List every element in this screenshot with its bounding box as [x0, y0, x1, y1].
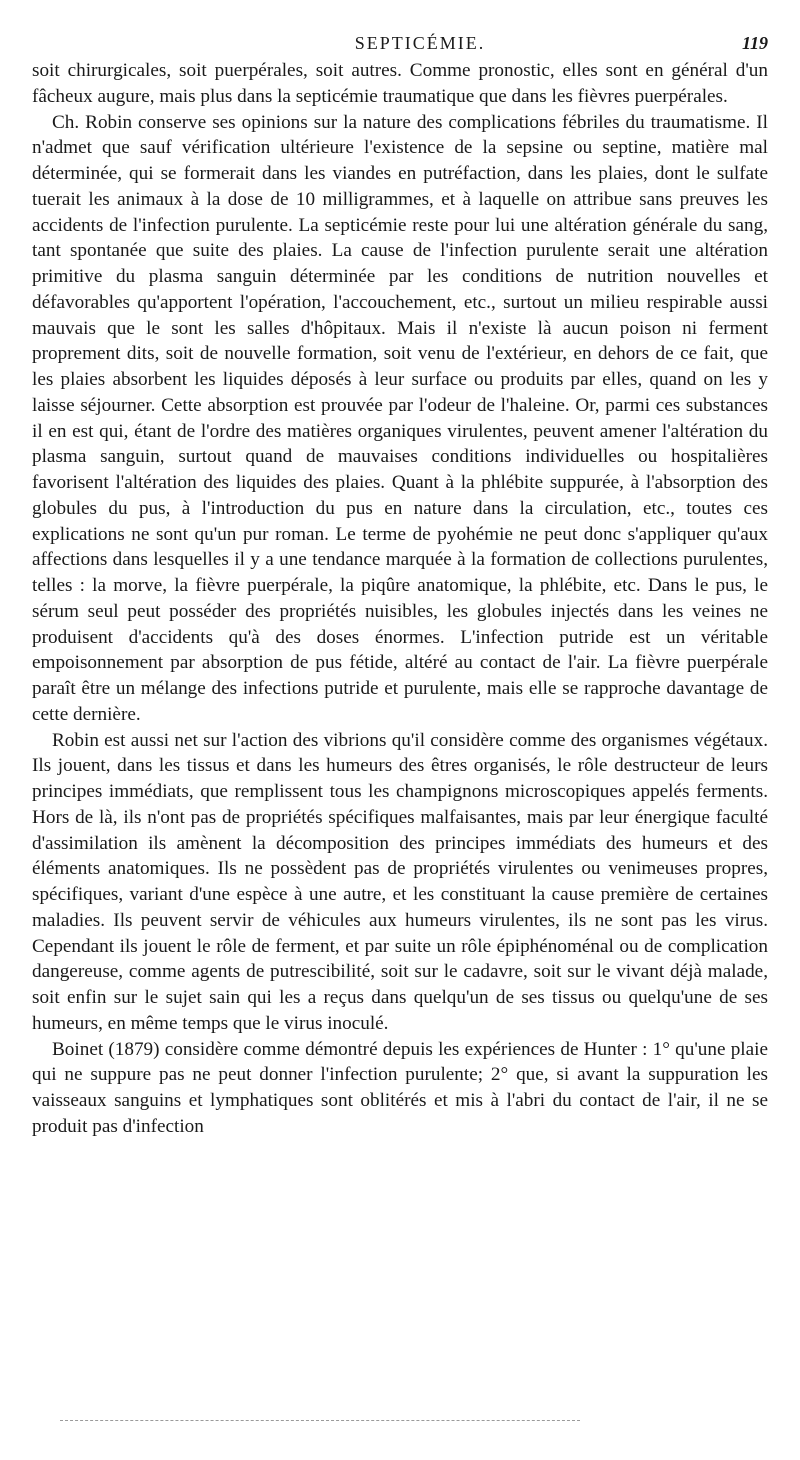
paragraph-robin-opinions: Ch. Robin conserve ses opinions sur la nature des complications fébriles du traumatisme. Il n'admet que sauf vérification ultérieure l'existence de la sepsine ou septine, matière mal déterminée, qui se formerait dans les viandes en putréfaction, dans les plaies, dont le sulfate tuerait les animaux à la dose de 10 milligrammes, et à laquelle on attribue sans preuves les accidents de l'infection purulente. La septicémie reste pour lui une altération générale du sang, tant spontanée que suite des plaies. La cause de l'infection purulente serait une altération primitive du plasma sanguin déterminée par les conditions de nutrition nouvelles et défavorables qu'apportent l'opération, l'accouchement, etc., surtout un milieu respirable aussi mauvais que le sont les salles d'hôpitaux. Mais il n'existe là aucun poison ni ferment proprement dits, soit de nouvelle formation, soit venu de l'extérieur, en dehors de ce fait, que les plaies absorbent les liquides déposés à leur surface ou produits par elles, quand on les y laisse séjourner. Cette absorption est prouvée par l'odeur de l'haleine. Or, parmi ces substances il en est qui, étant de l'ordre des matières organiques virulentes, peuvent amener l'altération du plasma sanguin, surtout quand de mauvaises conditions individuelles ou hospitalières favorisent l'altération des liquides des plaies. Quant à la phlébite suppurée, à l'absorption des globules du pus, à l'introduction du pus en nature dans la circulation, etc., toutes ces explications ne sont qu'un pur roman. Le terme de pyohémie ne peut donc s'appliquer qu'aux affections dans lesquelles il y a une tendance marquée à la formation de collections purulentes, telles : la morve, la fièvre puerpérale, la piqûre anatomique, la phlébite, etc. Dans le pus, le sérum seul peut posséder des propriétés nuisibles, les globules injectés dans les veines ne produisent d'accidents qu'à des doses énormes. L'infection putride est un véritable empoisonnement par absorption de pus fétide, altéré au contact de l'air. La fièvre puerpérale paraît être un mélange des infections putride et purulente, mais elle se rapproche davantage de cette dernière. — [32, 111, 768, 725]
paragraph-robin-vibrions: Robin est aussi net sur l'action des vibrions qu'il considère comme des organismes végétaux. Ils jouent, dans les tissus et dans les humeurs des êtres organisés, le rôle destructeur de leurs principes immédiats, que remplissent tous les champignons microscopiques appelés ferments. Hors de là, ils n'ont pas de propriétés spécifiques malfaisantes, mais par leur énergique faculté d'assimilation ils amènent la décomposition des principes immédiats des humeurs et des éléments anatomiques. Ils ne possèdent pas de propriétés virulentes ou venimeuses propres, spécifiques, variant d'une espèce à une autre, et les constituant la cause première de certaines maladies. Ils peuvent servir de véhicules aux humeurs virulentes, ils ne sont pas les virus. Cependant ils jouent le rôle de ferment, et par suite un rôle épiphénoménal ou de complication dangereuse, comme agents de putrescibilité, soit sur le cadavre, soit sur le vivant déjà malade, soit enfin sur le sujet sain qui les a reçus dans quelqu'un de ses tissus ou quelqu'une de ses humeurs, en même temps que le virus inoculé. — [32, 729, 768, 1034]
page-number: 119 — [741, 33, 768, 53]
book-page — [32, 28, 768, 1140]
running-head — [32, 28, 768, 58]
page-bottom-rule — [60, 1420, 580, 1421]
running-head-title: SEPTICÉMIE. — [354, 33, 486, 53]
body-text — [32, 58, 768, 1140]
paragraph-continuation: soit chirurgicales, soit puerpérales, soit autres. Comme pronostic, elles sont en général d'un fâcheux augure, mais plus dans la septicémie traumatique que dans les fièvres puerpérales. — [32, 60, 768, 107]
paragraph-boinet: Boinet (1879) considère comme démontré depuis les expériences de Hunter : 1° qu'une plaie qui ne suppure pas ne peut donner l'infection purulente; 2° que, si avant la suppuration les vaisseaux sanguins et lymphatiques sont oblitérés et mis à l'abri du contact de l'air, il ne se produit pas d'infection — [32, 1038, 768, 1137]
